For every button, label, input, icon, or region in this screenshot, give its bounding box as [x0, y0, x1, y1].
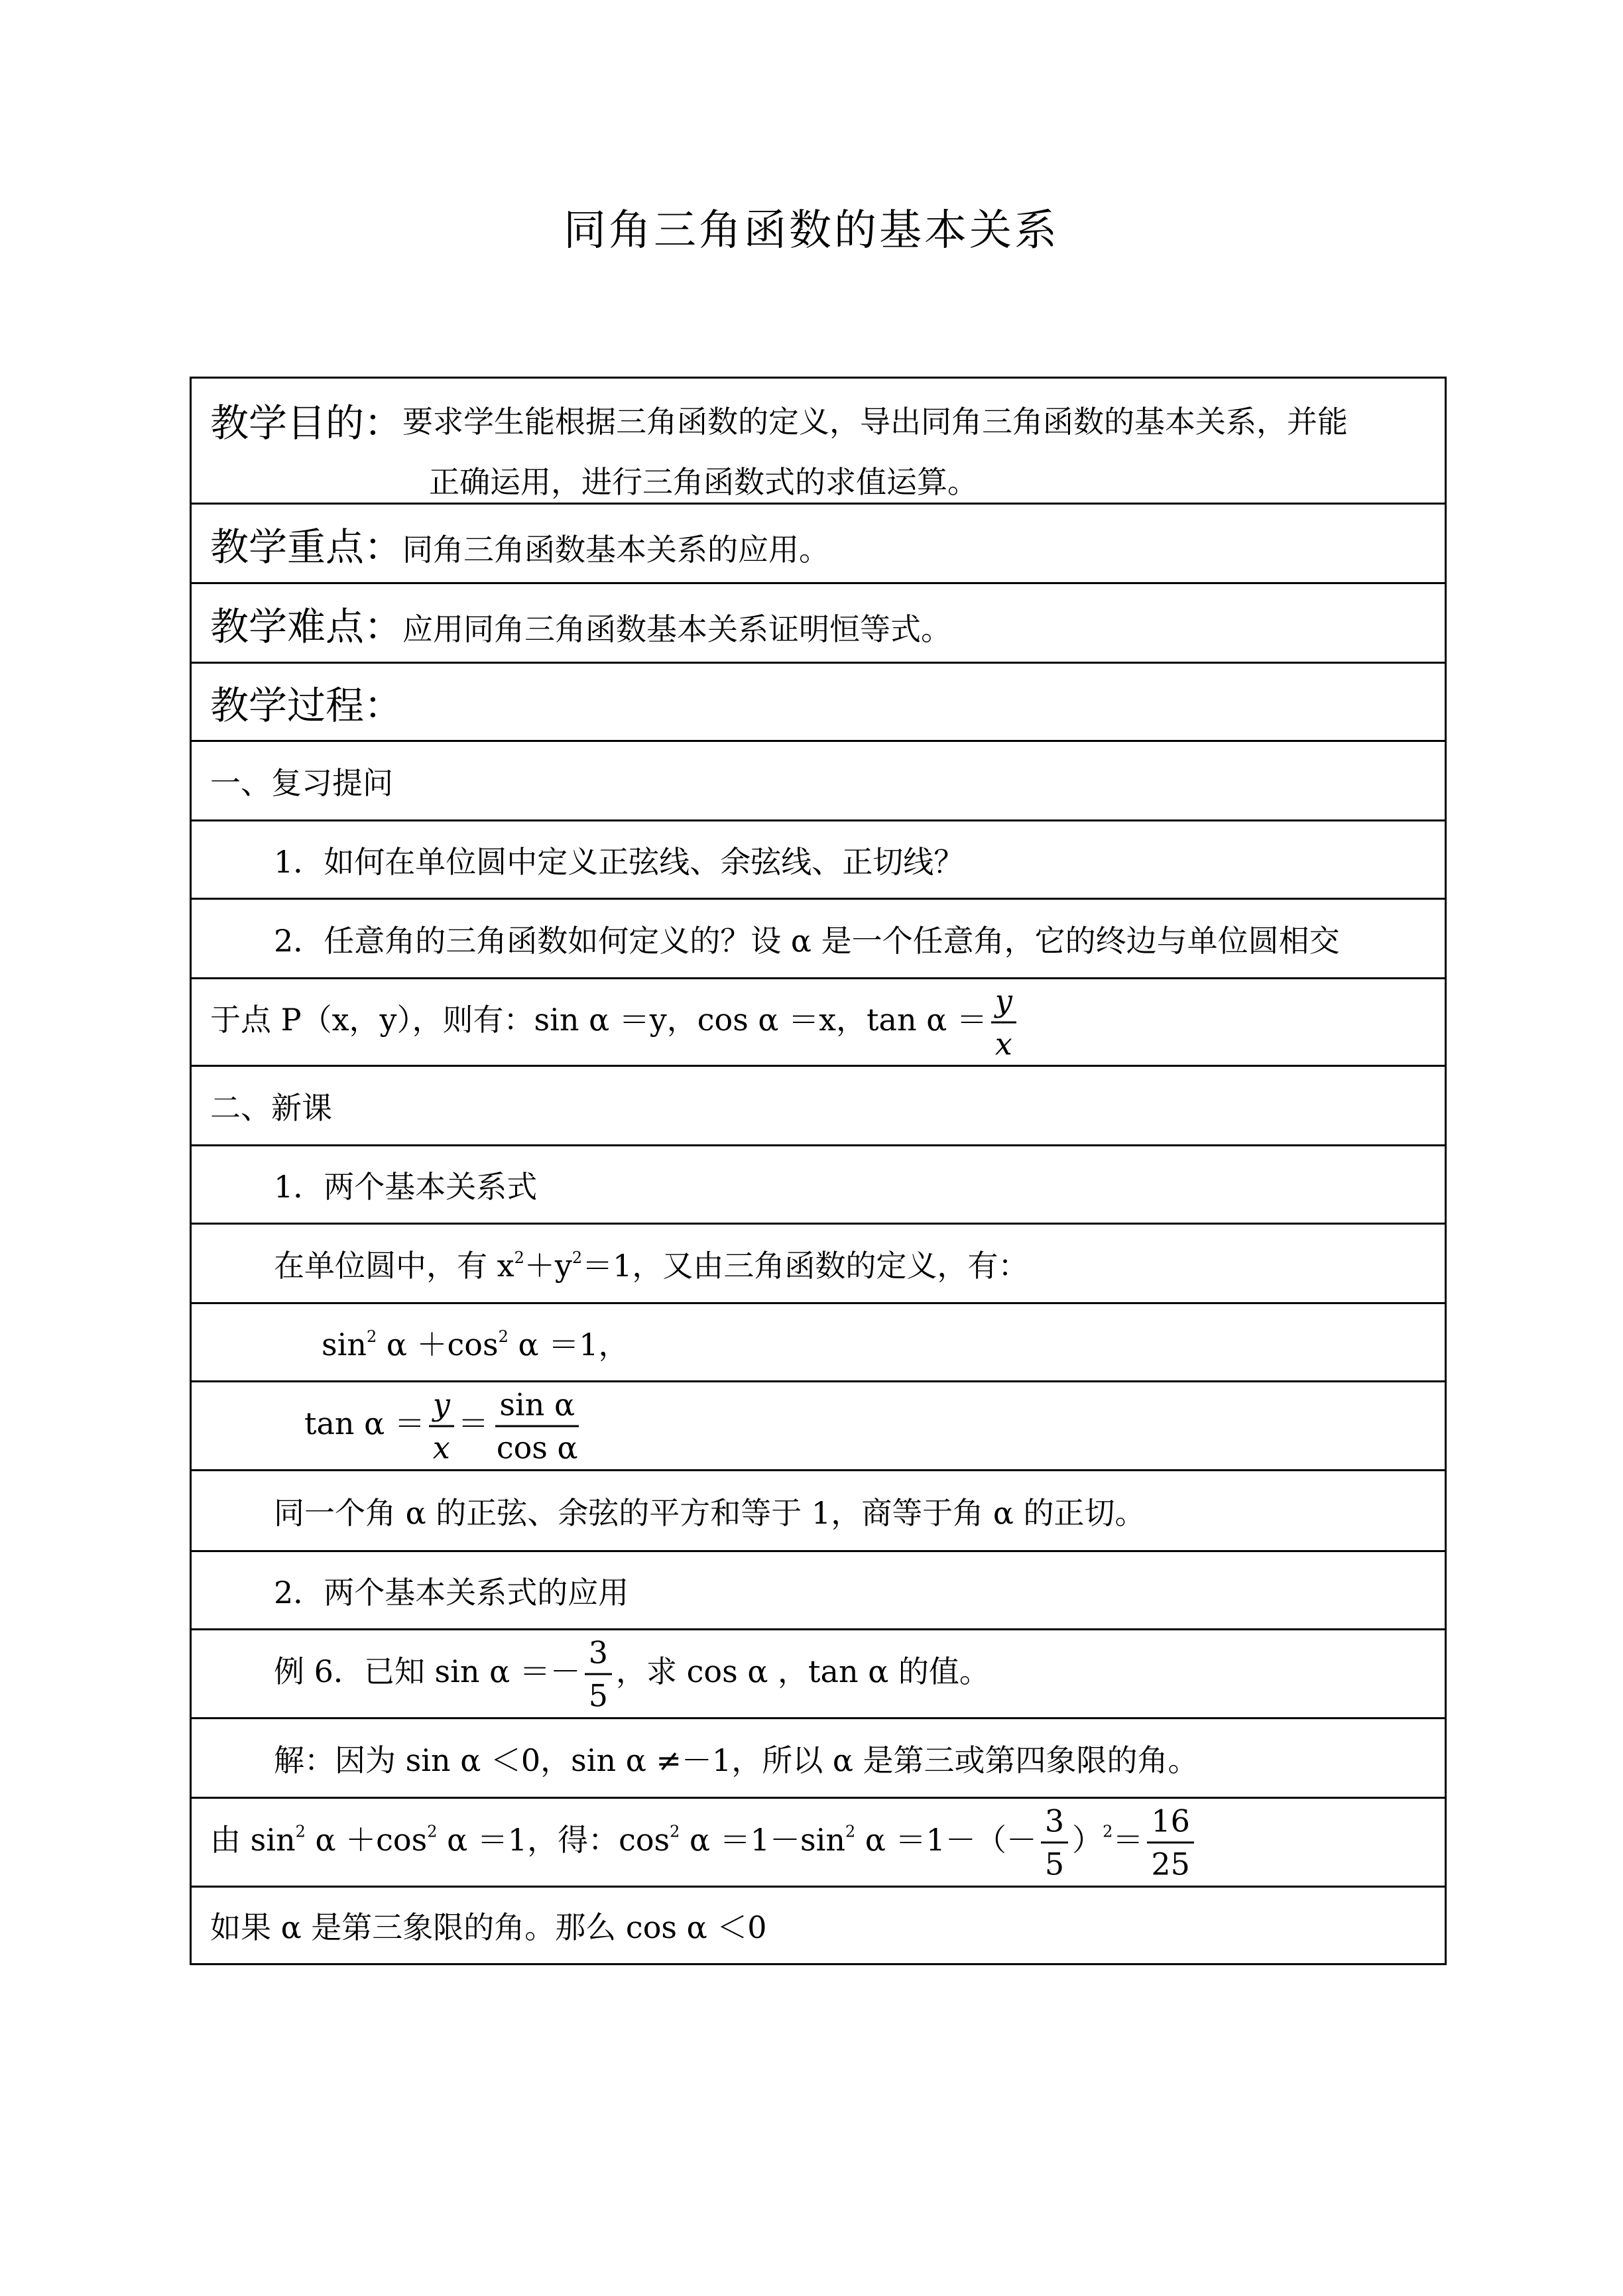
- derivation-text: α ＋cos: [305, 1821, 428, 1858]
- pythagorean-identity: [322, 1321, 629, 1364]
- derivation-text: ）: [1072, 1821, 1103, 1858]
- superscript: 2: [670, 1822, 680, 1841]
- objective-text-line1: 要求学生能根据三角函数的定义，导出同角三角函数的基本关系，并能: [402, 404, 1349, 440]
- superscript: 2: [845, 1822, 856, 1841]
- conclusion-text: 如果 α 是第三象限的角。那么 cos α ＜0: [210, 1909, 767, 1945]
- identity-statement: 同一个角 α 的正弦、余弦的平方和等于 1，商等于角 α 的正切。: [274, 1494, 1146, 1531]
- question-1: 1．如何在单位圆中定义正弦线、余弦线、正切线？: [274, 843, 965, 880]
- sub1-row: [192, 1146, 1445, 1225]
- fraction-denominator: x: [994, 1026, 1012, 1061]
- solution-row: [192, 1719, 1445, 1799]
- identity2-row: [192, 1382, 1445, 1471]
- superscript: 2: [1103, 1822, 1113, 1841]
- fraction-numerator: sin α: [495, 1389, 579, 1427]
- conclusion-row: [192, 1888, 1445, 1963]
- three-fifths-fraction: [585, 1634, 612, 1713]
- fraction-numerator: y: [991, 985, 1016, 1023]
- y-over-x-fraction: [991, 985, 1016, 1059]
- fraction-denominator: 5: [588, 1677, 609, 1713]
- objective-row: [192, 379, 1445, 505]
- q2-row: [192, 900, 1445, 979]
- example-suffix: ，求 cos α ，tan α 的值。: [616, 1653, 990, 1689]
- identity2-prefix: tan α ＝: [304, 1405, 425, 1441]
- sin-over-cos-fraction: [493, 1386, 582, 1465]
- identity1-text-1: sin: [322, 1326, 367, 1362]
- sub2-row: [192, 1552, 1445, 1630]
- derivation-text: ＝: [1112, 1821, 1144, 1858]
- superscript: 2: [571, 1248, 583, 1267]
- fraction-numerator: 3: [1041, 1805, 1068, 1843]
- unit-circle-text-2: ＋y: [524, 1247, 572, 1284]
- derivation: [210, 1803, 1198, 1882]
- key-point-row: [192, 505, 1445, 584]
- section1-heading: 一、复习提问: [210, 764, 393, 801]
- derivation-row: [192, 1799, 1445, 1888]
- q1-row: [192, 821, 1445, 900]
- example-prefix: 例 6．已知 sin α ＝－: [274, 1653, 581, 1689]
- difficulty-label: 教学难点：: [210, 603, 403, 649]
- three-fifths-fraction: [1041, 1803, 1068, 1882]
- equals-sign: ＝: [457, 1405, 489, 1441]
- fraction-numerator: y: [429, 1389, 454, 1427]
- subsection-2: 2．两个基本关系式的应用: [274, 1574, 629, 1610]
- section2-row: [192, 1067, 1445, 1146]
- section1-row: [192, 742, 1445, 821]
- example-row: [192, 1630, 1445, 1719]
- fraction-numerator: 3: [585, 1637, 612, 1675]
- key-point-label: 教学重点：: [210, 524, 403, 570]
- subsection-1: 1．两个基本关系式: [274, 1168, 538, 1205]
- objective-label: 教学目的：: [210, 400, 403, 446]
- section2-heading: 二、新课: [210, 1089, 332, 1126]
- page-title: 同角三角函数的基本关系: [564, 206, 1059, 255]
- superscript: 2: [295, 1822, 306, 1841]
- difficulty-cell: [210, 595, 951, 651]
- statement-row: [192, 1471, 1445, 1552]
- superscript: 2: [514, 1248, 524, 1267]
- q2-cont-text: 于点 P（x，y），则有：sin α ＝y，cos α ＝x，tan α ＝: [210, 1001, 987, 1038]
- identity1-text-3: α ＝1，: [508, 1326, 629, 1362]
- unit-circle-statement: [274, 1242, 1028, 1286]
- identity1-row: [192, 1304, 1445, 1382]
- sixteen-twentyfifths-fraction: [1147, 1803, 1194, 1882]
- fraction-denominator: x: [432, 1429, 450, 1465]
- derivation-text: α ＝1－sin: [680, 1821, 845, 1858]
- superscript: 2: [427, 1822, 438, 1841]
- lesson-plan-table: [190, 377, 1447, 1965]
- objective-text-line2: 正确运用，进行三角函数式的求值运算。: [429, 464, 978, 500]
- unit-circle-row: [192, 1225, 1445, 1304]
- difficulty-text: 应用同角三角函数基本关系证明恒等式。: [402, 611, 952, 647]
- fraction-denominator: cos α: [496, 1429, 578, 1465]
- fraction-numerator: 16: [1147, 1805, 1194, 1843]
- derivation-text: α ＝1，得：cos: [437, 1821, 670, 1858]
- derivation-text: 由 sin: [210, 1821, 296, 1858]
- process-label: 教学过程：: [210, 682, 403, 728]
- question-2: 2．任意角的三角函数如何定义的？设 α 是一个任意角，它的终边与单位圆相交: [274, 922, 1340, 959]
- fraction-denominator: 25: [1151, 1846, 1190, 1882]
- process-row: [192, 664, 1445, 742]
- quotient-identity: [304, 1386, 586, 1465]
- q2-cont-row: [192, 979, 1445, 1067]
- example-6: [274, 1634, 990, 1713]
- solution-text: 解：因为 sin α ＜0，sin α ≠－1，所以 α 是第三或第四象限的角。: [274, 1742, 1199, 1778]
- y-over-x-fraction: [429, 1386, 454, 1465]
- question-2-continuation: [210, 985, 1020, 1059]
- difficulty-row: [192, 584, 1445, 664]
- unit-circle-text-1: 在单位圆中，有 x: [274, 1247, 514, 1284]
- derivation-text: α ＝1－（－: [855, 1821, 1037, 1858]
- fraction-denominator: 5: [1044, 1846, 1065, 1882]
- unit-circle-text-3: ＝1，又由三角函数的定义，有：: [582, 1247, 1029, 1284]
- key-point-cell: [210, 516, 829, 572]
- identity1-text-2: α ＋cos: [377, 1326, 499, 1362]
- superscript: 2: [498, 1327, 509, 1346]
- objective-paragraph: [210, 392, 1429, 502]
- superscript: 2: [366, 1327, 377, 1346]
- key-point-text: 同角三角函数基本关系的应用。: [402, 531, 830, 568]
